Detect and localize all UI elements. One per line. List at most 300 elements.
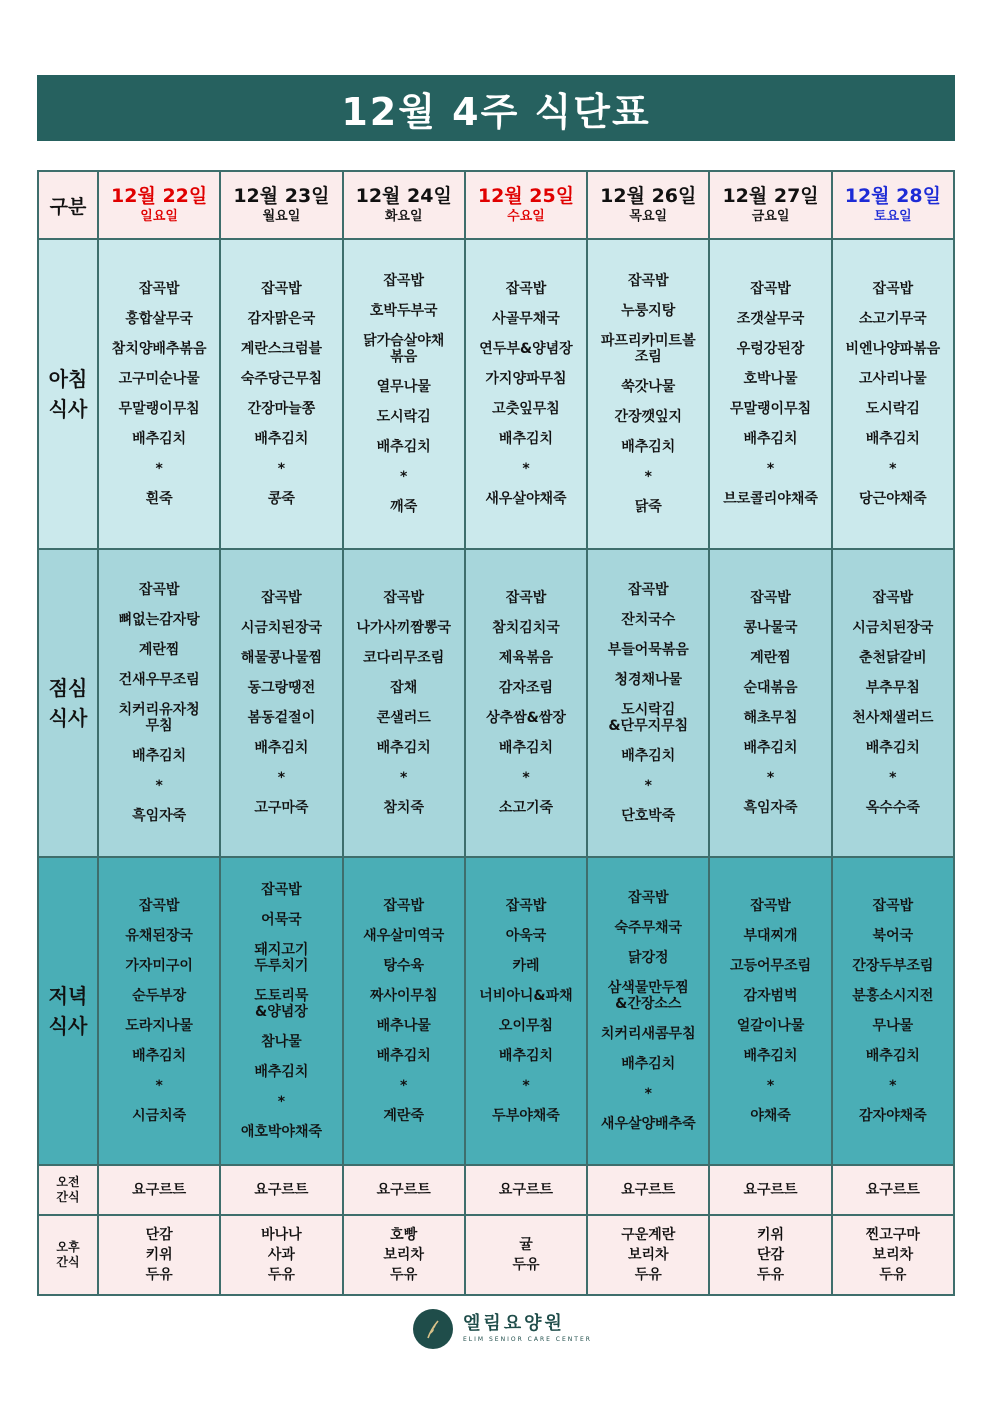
menu-item: * (522, 1078, 530, 1094)
snack-cell (220, 1165, 342, 1215)
menu-item: 감자범벅 (743, 988, 798, 1004)
menu-item-list (710, 891, 830, 1131)
day-date: 12월 25일 (477, 185, 575, 207)
snack-item: 두유 (757, 1267, 785, 1283)
menu-item: 조갯살무국 (736, 311, 805, 327)
menu-item: 배추김치 (254, 740, 309, 756)
menu-item: 건새우무조림 (118, 672, 200, 688)
menu-cell (587, 549, 709, 857)
menu-item: * (766, 1078, 775, 1094)
menu-item: 잡곡밥 (627, 890, 669, 906)
menu-item: 시금치된장국 (852, 620, 934, 636)
menu-item: * (277, 461, 286, 477)
snack-cell (343, 1215, 465, 1295)
snack-cell (709, 1215, 831, 1295)
menu-item: 닭강정 (627, 950, 669, 966)
menu-item-list (466, 583, 586, 823)
menu-item: 고등어무조림 (729, 958, 812, 974)
menu-item: 잡곡밥 (872, 281, 914, 297)
snack-item: 바나나 (261, 1227, 302, 1243)
menu-item: 흰죽 (145, 491, 173, 507)
menu-item: 순두부장 (132, 988, 187, 1004)
menu-item: * (277, 770, 286, 786)
menu-item: * (889, 1078, 897, 1094)
menu-item: 옥수수죽 (865, 800, 920, 816)
menu-item: 삼색물만두찜 &간장소스 (607, 980, 689, 1012)
center-logo (413, 1308, 593, 1350)
menu-item: 소고기무국 (859, 311, 927, 327)
snack-cell (587, 1165, 709, 1215)
menu-item: 고춧잎무침 (492, 401, 560, 417)
menu-item: 고사리나물 (859, 371, 927, 387)
menu-cell (587, 239, 709, 549)
menu-item-list (221, 274, 341, 514)
menu-item: 도토리묵 &양념장 (254, 988, 309, 1020)
logo-name-english: ELIM SENIOR CARE CENTER (463, 1336, 592, 1343)
snack-item: 보리차 (872, 1247, 914, 1263)
day-header-cell (465, 171, 587, 239)
menu-item: 유채된장국 (125, 928, 193, 944)
menu-item: 배추김치 (254, 431, 309, 447)
menu-item: 잡곡밥 (383, 898, 424, 914)
menu-cell (98, 857, 220, 1165)
menu-item: 잡곡밥 (138, 898, 180, 914)
menu-cell (98, 239, 220, 549)
afternoon-snack-row (38, 1215, 954, 1295)
day-weekday: 월요일 (262, 209, 301, 224)
menu-item: 잡곡밥 (750, 590, 791, 606)
menu-item: 애호박야채죽 (240, 1124, 322, 1140)
menu-cell (220, 857, 342, 1165)
menu-item: 배추김치 (743, 431, 798, 447)
logo-name-korean: 엘림요양원 (463, 1313, 565, 1334)
day-date: 12월 26일 (600, 185, 697, 207)
snack-label: 간식 (56, 1255, 80, 1269)
menu-item: 배추김치 (376, 1048, 431, 1064)
menu-item: 감자야채죽 (859, 1108, 927, 1124)
menu-item: * (522, 770, 530, 786)
menu-item: 치커리유자청 무침 (118, 702, 200, 734)
menu-item: 오이무침 (498, 1018, 554, 1034)
meal-label: 식사 (48, 706, 88, 730)
snack-label: 오전 (56, 1175, 80, 1189)
menu-item: 잡채 (390, 680, 418, 696)
day-date: 12월 24일 (355, 185, 452, 207)
menu-item: 잡곡밥 (872, 898, 914, 914)
meal-label-cell (38, 549, 98, 857)
menu-item: 계란찜 (138, 642, 180, 658)
menu-item: * (155, 461, 163, 477)
menu-cell (709, 549, 831, 857)
menu-item: 깨죽 (390, 499, 418, 515)
menu-item: 제육볶음 (498, 650, 554, 666)
menu-item: 참치양배추볶음 (111, 341, 207, 357)
day-weekday: 화요일 (384, 209, 423, 224)
menu-item: 짜사이무침 (369, 988, 438, 1004)
menu-item: 가지양파무침 (485, 371, 567, 387)
menu-item: 배추김치 (621, 1056, 676, 1072)
menu-item: 고구마죽 (254, 800, 309, 816)
menu-item: 무나물 (872, 1018, 914, 1034)
menu-item: 배추김치 (376, 439, 431, 455)
menu-item: 잡곡밥 (261, 281, 302, 297)
menu-cell (220, 239, 342, 549)
snack-item: 요구르트 (865, 1182, 920, 1198)
menu-item: 배추나물 (376, 1018, 431, 1034)
meal-label: 식사 (48, 1014, 88, 1038)
menu-item: 잡곡밥 (138, 582, 180, 598)
menu-item: * (400, 469, 408, 485)
snack-cell (465, 1215, 587, 1295)
menu-item: 간장두부조림 (852, 958, 934, 974)
menu-item: 파프리카미트볼 조림 (600, 333, 696, 365)
menu-item: 잡곡밥 (383, 273, 424, 289)
snack-cell (343, 1165, 465, 1215)
day-date: 12월 22일 (111, 185, 208, 207)
menu-item-list (221, 583, 341, 823)
menu-item: * (766, 770, 775, 786)
menu-item: 배추김치 (376, 740, 431, 756)
meal-label: 저녁 (48, 984, 88, 1008)
menu-item: 배추김치 (865, 740, 920, 756)
snack-item: 키위 (145, 1247, 173, 1263)
meal-label: 점심 (48, 676, 88, 700)
meal-label-cell (38, 857, 98, 1165)
menu-item: 참나물 (261, 1034, 302, 1050)
snack-label-cell (38, 1165, 98, 1215)
menu-item: 배추김치 (132, 748, 187, 764)
menu-item-list (344, 266, 464, 522)
menu-item: 무말랭이무침 (729, 401, 812, 417)
snack-item: 요구르트 (132, 1182, 187, 1198)
meal-label: 식사 (48, 397, 88, 421)
menu-item: 계란스크럼블 (240, 341, 322, 357)
breakfast-row (38, 239, 954, 549)
menu-item: * (522, 461, 530, 477)
day-date: 12월 27일 (722, 185, 819, 207)
snack-item: 귤 (519, 1237, 533, 1253)
menu-cell (465, 239, 587, 549)
menu-item: 닭죽 (634, 499, 662, 515)
day-header-cell (709, 171, 831, 239)
menu-item: 북어국 (872, 928, 914, 944)
menu-item: 봄동겉절이 (247, 710, 316, 726)
menu-item: 숙주무채국 (614, 920, 683, 936)
menu-item: 흑임자죽 (132, 808, 187, 824)
snack-item: 찐고구마 (865, 1227, 920, 1243)
snack-item: 두유 (634, 1267, 662, 1283)
menu-item: 야채죽 (750, 1108, 791, 1124)
menu-item: 배추김치 (498, 740, 554, 756)
menu-item: 호박나물 (743, 371, 798, 387)
menu-item: 가자미구이 (125, 958, 193, 974)
menu-item: 홍합살무국 (125, 311, 193, 327)
snack-item: 보리차 (627, 1247, 669, 1263)
menu-item: 시금치된장국 (240, 620, 322, 636)
menu-item: 얼갈이나물 (736, 1018, 805, 1034)
menu-cell (343, 239, 465, 549)
menu-item-list (344, 583, 464, 823)
snack-cell (587, 1215, 709, 1295)
menu-item-list (833, 583, 953, 823)
snack-cell (832, 1165, 954, 1215)
menu-item: * (889, 461, 897, 477)
menu-cell (709, 857, 831, 1165)
menu-item: 잡곡밥 (627, 582, 669, 598)
menu-item: 소고기죽 (498, 800, 554, 816)
meal-plan-table (37, 170, 955, 1296)
day-header-cell (98, 171, 220, 239)
menu-cell (343, 857, 465, 1165)
day-weekday: 일요일 (140, 209, 178, 224)
snack-item: 요구르트 (254, 1182, 309, 1198)
dinner-row (38, 857, 954, 1165)
menu-item: 카레 (512, 958, 540, 974)
menu-item: 춘천닭갈비 (859, 650, 927, 666)
snack-item: 키위 (757, 1227, 785, 1243)
menu-item: 부들어묵볶음 (607, 642, 689, 658)
snack-item: 요구르트 (743, 1182, 798, 1198)
menu-item: 닭가슴살야채 볶음 (363, 333, 445, 365)
menu-item: 아욱국 (505, 928, 547, 944)
menu-item: 새우살미역국 (363, 928, 445, 944)
menu-item-list (344, 891, 464, 1131)
menu-item-list (588, 883, 708, 1139)
menu-item: * (644, 778, 652, 794)
menu-item: 누룽지탕 (621, 303, 676, 319)
menu-item: 잡곡밥 (505, 590, 547, 606)
menu-item: 잡곡밥 (750, 281, 791, 297)
menu-item-list (466, 891, 586, 1131)
menu-item: 청경채나물 (614, 672, 683, 688)
leaf-icon (413, 1309, 453, 1349)
snack-cell (832, 1215, 954, 1295)
snack-item: 보리차 (383, 1247, 424, 1263)
menu-item: 배추김치 (621, 439, 676, 455)
menu-cell (220, 549, 342, 857)
page-title: 12월 4주 식단표 (37, 75, 955, 141)
menu-item: 비엔나양파볶음 (845, 341, 941, 357)
menu-item: 열무나물 (376, 379, 431, 395)
menu-item: 호박두부국 (369, 303, 438, 319)
day-date: 12월 23일 (233, 185, 330, 207)
day-header-cell (587, 171, 709, 239)
snack-item: 요구르트 (621, 1182, 676, 1198)
snack-cell (220, 1215, 342, 1295)
morning-snack-row (38, 1165, 954, 1215)
menu-item: 도시락김 (865, 401, 920, 417)
menu-item: * (766, 461, 775, 477)
menu-item: 당근야채죽 (859, 491, 927, 507)
snack-item: 요구르트 (376, 1182, 431, 1198)
menu-item: 연두부&양념장 (479, 341, 573, 357)
menu-item: * (155, 1078, 163, 1094)
menu-item: 간장깻잎지 (614, 409, 683, 425)
menu-item: 숙주당근무침 (240, 371, 322, 387)
menu-item: 순대볶음 (743, 680, 798, 696)
menu-item: 잡곡밥 (872, 590, 914, 606)
menu-item-list (710, 583, 830, 823)
menu-item-list (833, 274, 953, 514)
menu-item-list (99, 575, 219, 831)
meal-label-cell (38, 239, 98, 549)
menu-item-list (466, 274, 586, 514)
snack-cell (98, 1165, 220, 1215)
day-weekday: 금요일 (751, 209, 790, 224)
header-label-cell (38, 171, 98, 239)
snack-label-cell (38, 1215, 98, 1295)
menu-item: 뼈없는감자탕 (118, 612, 200, 628)
menu-item: 계란찜 (750, 650, 791, 666)
menu-item: 새우살야채죽 (485, 491, 567, 507)
menu-item: 부대찌개 (743, 928, 798, 944)
menu-item: 잡곡밥 (383, 590, 424, 606)
menu-item: 콘샐러드 (376, 710, 431, 726)
header-label: 구분 (49, 195, 87, 218)
menu-cell (343, 549, 465, 857)
menu-item-list (833, 891, 953, 1131)
menu-item: 나가사끼짬뽕국 (356, 620, 452, 636)
menu-item: 참치죽 (383, 800, 424, 816)
menu-cell (709, 239, 831, 549)
snack-label: 오후 (56, 1240, 80, 1254)
menu-item: 고구미순나물 (118, 371, 200, 387)
snack-item: 호빵 (390, 1227, 418, 1243)
menu-item-list (99, 274, 219, 514)
day-weekday: 토요일 (874, 209, 912, 224)
menu-cell (587, 857, 709, 1165)
menu-item: 코다리무조림 (363, 650, 445, 666)
day-header-cell (832, 171, 954, 239)
menu-item: * (277, 1094, 286, 1110)
menu-item: 사골무채국 (492, 311, 560, 327)
menu-item: 새우살양배추죽 (600, 1116, 696, 1132)
menu-cell (832, 857, 954, 1165)
menu-item: 도시락김 &단무지무침 (608, 702, 689, 734)
snack-item: 두유 (879, 1267, 907, 1283)
menu-item: 단호박죽 (621, 808, 676, 824)
menu-item: 도라지나물 (125, 1018, 193, 1034)
menu-item: 콩나물국 (743, 620, 798, 636)
menu-item-list (99, 891, 219, 1131)
snack-cell (709, 1165, 831, 1215)
menu-item: 콩죽 (267, 491, 295, 507)
menu-item: 배추김치 (254, 1064, 309, 1080)
menu-item: 계란죽 (383, 1108, 424, 1124)
menu-item: 배추김치 (743, 1048, 798, 1064)
menu-item: * (400, 1078, 408, 1094)
menu-item: 시금치죽 (132, 1108, 187, 1124)
menu-item: 간장마늘쫑 (247, 401, 316, 417)
menu-item: 잡곡밥 (627, 273, 669, 289)
menu-item: 탕수육 (383, 958, 424, 974)
menu-item-list (710, 274, 830, 514)
header-row (38, 171, 954, 239)
menu-item: 두부야채죽 (492, 1108, 560, 1124)
lunch-row (38, 549, 954, 857)
menu-item: 해물콩나물찜 (240, 650, 322, 666)
menu-item: 잡곡밥 (138, 281, 180, 297)
menu-item: 잡곡밥 (505, 281, 547, 297)
menu-item: 도시락김 (376, 409, 431, 425)
menu-item: 배추김치 (498, 431, 554, 447)
menu-item: 우렁강된장 (736, 341, 805, 357)
menu-item: 잔치국수 (621, 612, 676, 628)
menu-item: 분홍소시지전 (852, 988, 934, 1004)
snack-label: 간식 (56, 1190, 80, 1204)
menu-item: 흑임자죽 (743, 800, 798, 816)
menu-cell (465, 549, 587, 857)
snack-item: 단감 (145, 1227, 173, 1243)
menu-item: 너비아니&파채 (479, 988, 573, 1004)
menu-item: 배추김치 (865, 431, 920, 447)
menu-item: 감자조림 (498, 680, 554, 696)
menu-item-list (588, 266, 708, 522)
menu-item: 브로콜리야채죽 (723, 491, 818, 507)
menu-item: 배추김치 (865, 1048, 920, 1064)
menu-item-list (588, 575, 708, 831)
menu-item: 잡곡밥 (261, 882, 302, 898)
menu-item: 천사채샐러드 (852, 710, 934, 726)
menu-cell (832, 549, 954, 857)
menu-item: 돼지고기 두루치기 (254, 942, 309, 974)
menu-item: 쑥갓나물 (621, 379, 676, 395)
menu-item: * (155, 778, 163, 794)
menu-item: 상추쌈&쌈장 (486, 710, 566, 726)
snack-item: 사과 (267, 1247, 295, 1263)
day-weekday: 목요일 (629, 209, 668, 224)
snack-item: 두유 (390, 1267, 418, 1283)
menu-item: 배추김치 (621, 748, 676, 764)
menu-item: * (400, 770, 408, 786)
menu-item-list (221, 875, 341, 1147)
menu-cell (465, 857, 587, 1165)
snack-item: 두유 (267, 1267, 295, 1283)
menu-item: * (644, 1086, 652, 1102)
menu-item: 잡곡밥 (750, 898, 791, 914)
menu-item: * (889, 770, 897, 786)
menu-cell (98, 549, 220, 857)
day-date: 12월 28일 (844, 185, 941, 207)
menu-item: 치커리새콤무침 (600, 1026, 696, 1042)
day-weekday: 수요일 (507, 209, 545, 224)
snack-item: 두유 (512, 1257, 540, 1273)
menu-item: 동그랑땡전 (247, 680, 316, 696)
menu-item: 무말랭이무침 (118, 401, 200, 417)
snack-cell (465, 1165, 587, 1215)
menu-item: 배추김치 (498, 1048, 554, 1064)
day-header-cell (220, 171, 342, 239)
snack-item: 요구르트 (498, 1182, 554, 1198)
menu-cell (832, 239, 954, 549)
snack-item: 단감 (757, 1247, 785, 1263)
day-header-cell (343, 171, 465, 239)
menu-item: 배추김치 (132, 431, 187, 447)
snack-cell (98, 1215, 220, 1295)
menu-item: 감자맑은국 (247, 311, 316, 327)
snack-item: 구운계란 (621, 1227, 676, 1243)
menu-item: 어묵국 (261, 912, 302, 928)
menu-item: 참치김치국 (492, 620, 560, 636)
menu-item: 부추무침 (865, 680, 920, 696)
menu-item: * (644, 469, 652, 485)
meal-label: 아침 (48, 367, 88, 391)
menu-item: 배추김치 (743, 740, 798, 756)
menu-item: 잡곡밥 (505, 898, 547, 914)
menu-item: 해초무침 (743, 710, 798, 726)
menu-item: 잡곡밥 (261, 590, 302, 606)
menu-item: 배추김치 (132, 1048, 187, 1064)
